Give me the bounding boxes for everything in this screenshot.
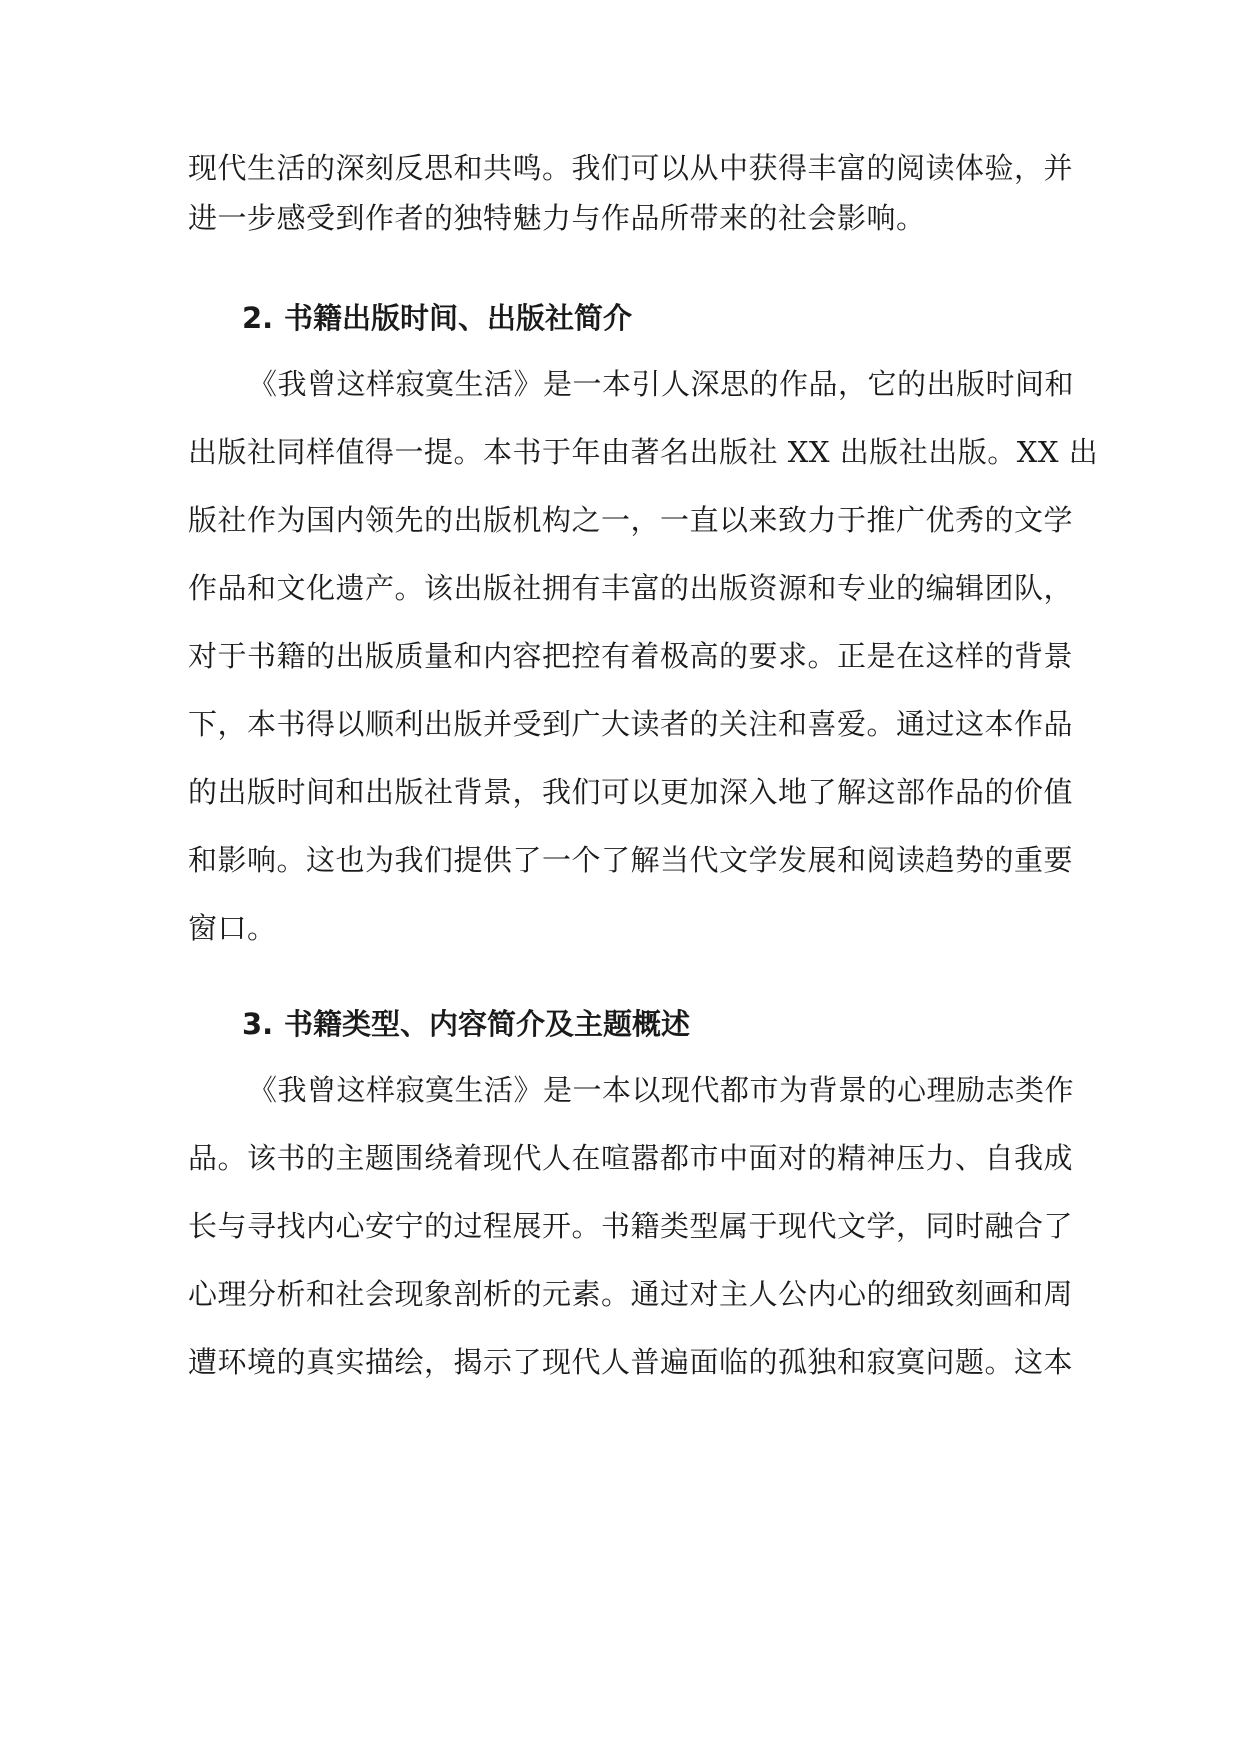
paragraph-line: 的出版时间和出版社背景，我们可以更加深入地了解这部作品的价值 <box>188 775 1074 809</box>
section-title: 书籍出版时间、出版社简介 <box>284 301 633 335</box>
paragraph-line: 窗口。 <box>188 911 277 945</box>
paragraph-line: 遭环境的真实描绘，揭示了现代人普遍面临的孤独和寂寞问题。这本 <box>188 1345 1074 1379</box>
paragraph-line: 长与寻找内心安宁的过程展开。书籍类型属于现代文学，同时融合了 <box>188 1209 1074 1243</box>
paragraph-line: 和影响。这也为我们提供了一个了解当代文学发展和阅读趋势的重要 <box>188 843 1074 877</box>
paragraph-line: 现代生活的深刻反思和共鸣。我们可以从中获得丰富的阅读体验，并 <box>188 151 1074 185</box>
paragraph-line: 品。该书的主题围绕着现代人在喧嚣都市中面对的精神压力、自我成 <box>188 1141 1074 1175</box>
paragraph-line: 《我曾这样寂寞生活》是一本以现代都市为背景的心理励志类作 <box>248 1073 1075 1107</box>
paragraph-line: 下，本书得以顺利出版并受到广大读者的关注和喜爱。通过这本作品 <box>188 707 1074 741</box>
section-heading-2 <box>242 298 632 338</box>
section-heading-3 <box>242 1004 690 1044</box>
paragraph-line: 出版社同样值得一提。本书于年由著名出版社 XX 出版社出版。XX 出 <box>188 435 1099 469</box>
section-number: 3. <box>242 1007 274 1041</box>
paragraph-line: 版社作为国内领先的出版机构之一，一直以来致力于推广优秀的文学 <box>188 503 1074 537</box>
section-title: 书籍类型、内容简介及主题概述 <box>284 1007 691 1041</box>
paragraph-line: 对于书籍的出版质量和内容把控有着极高的要求。正是在这样的背景 <box>188 639 1074 673</box>
paragraph-line: 心理分析和社会现象剖析的元素。通过对主人公内心的细致刻画和周 <box>188 1277 1074 1311</box>
section-number: 2. <box>242 301 274 335</box>
paragraph-line: 《我曾这样寂寞生活》是一本引人深思的作品，它的出版时间和 <box>248 367 1075 401</box>
paragraph-line: 进一步感受到作者的独特魅力与作品所带来的社会影响。 <box>188 201 926 235</box>
paragraph-line: 作品和文化遗产。该出版社拥有丰富的出版资源和专业的编辑团队， <box>188 571 1074 605</box>
